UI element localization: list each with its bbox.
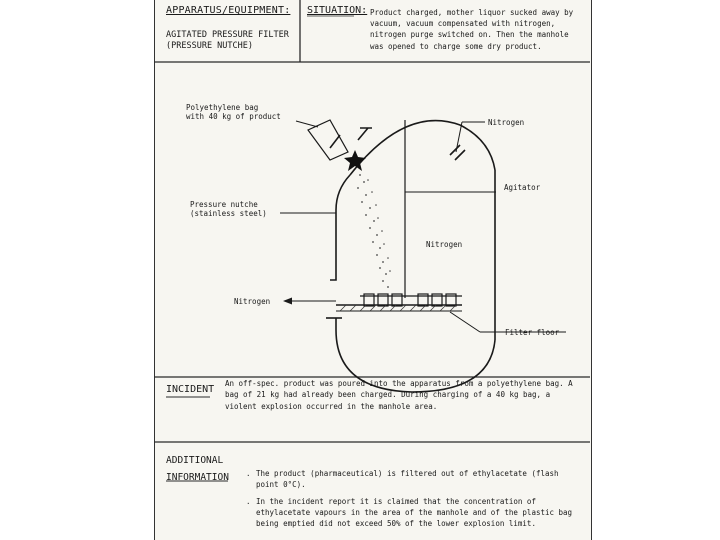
- situation-text: Product charged, mother liquor sucked away by vacuum, vacuum compensated with nitrogen, nitrogen purge switched on. Then the manhole was opened to charge some dry product.: [370, 8, 574, 51]
- nitrogen-outlet-label: Nitrogen: [234, 297, 271, 306]
- agitator-label: Agitator: [504, 183, 541, 192]
- nitrogen-inlet-label: Nitrogen: [488, 118, 525, 127]
- nitrogen-inlet-nozzle: [450, 145, 465, 160]
- bag-leader-line: [296, 121, 318, 127]
- nitrogen-outlet-arrow-icon: [283, 298, 292, 305]
- apparatus-name: [166, 30, 306, 52]
- apparatus-heading: APPARATUS/EQUIPMENT:: [166, 5, 291, 16]
- nutche-label-line2: (stainless steel): [190, 209, 267, 218]
- filter-floor-label: Filter floor: [505, 328, 560, 337]
- bullet-text: The product (pharmaceutical) is filtered out of ethylacetate (flash point 0°C).: [256, 469, 559, 489]
- bag-label-line2: with 40 kg of product: [186, 112, 281, 121]
- falling-product-particles: [357, 174, 391, 288]
- filter-floor-leader: [450, 312, 480, 332]
- nitrogen-inside-label: Nitrogen: [426, 240, 463, 249]
- bullet-marker: .: [246, 469, 251, 478]
- vessel-left-upper-wall: [330, 175, 350, 280]
- bag-label: [186, 103, 281, 121]
- nutche-label-line1: Pressure nutche: [190, 200, 258, 209]
- additional-bullet-1: [246, 468, 576, 490]
- incident-heading: INCIDENT: [166, 384, 215, 395]
- manhole-flange-right: [358, 128, 372, 140]
- incident-text: An off-spec. product was poured into the apparatus from a polyethylene bag. A bag of 21 kg had already been charged. During charging of a 40 kg bag, a violent explosion occurred in the manhole area.: [225, 379, 573, 411]
- apparatus-name-line1: AGITATED PRESSURE FILTER: [166, 30, 289, 40]
- bullet-marker: .: [246, 497, 251, 506]
- additional-heading: [166, 452, 236, 486]
- nutche-label: [190, 200, 267, 218]
- additional-bullet-2: [246, 496, 576, 529]
- additional-heading-line2: INFORMATION: [166, 472, 229, 483]
- situation-heading: SITUATION:: [307, 5, 368, 16]
- bullet-text: In the incident report it is claimed that the concentration of ethylacetate vapours in the area of the manhole and of the plastic bag being emptied did not exceed 50% of the lower explosion limit.: [256, 497, 573, 528]
- additional-heading-line1: ADDITIONAL: [166, 455, 224, 466]
- bag-label-line1: Polyethylene bag: [186, 103, 259, 112]
- apparatus-name-line2: (PRESSURE NUTCHE): [166, 41, 253, 51]
- manhole-flange-left: [330, 135, 340, 148]
